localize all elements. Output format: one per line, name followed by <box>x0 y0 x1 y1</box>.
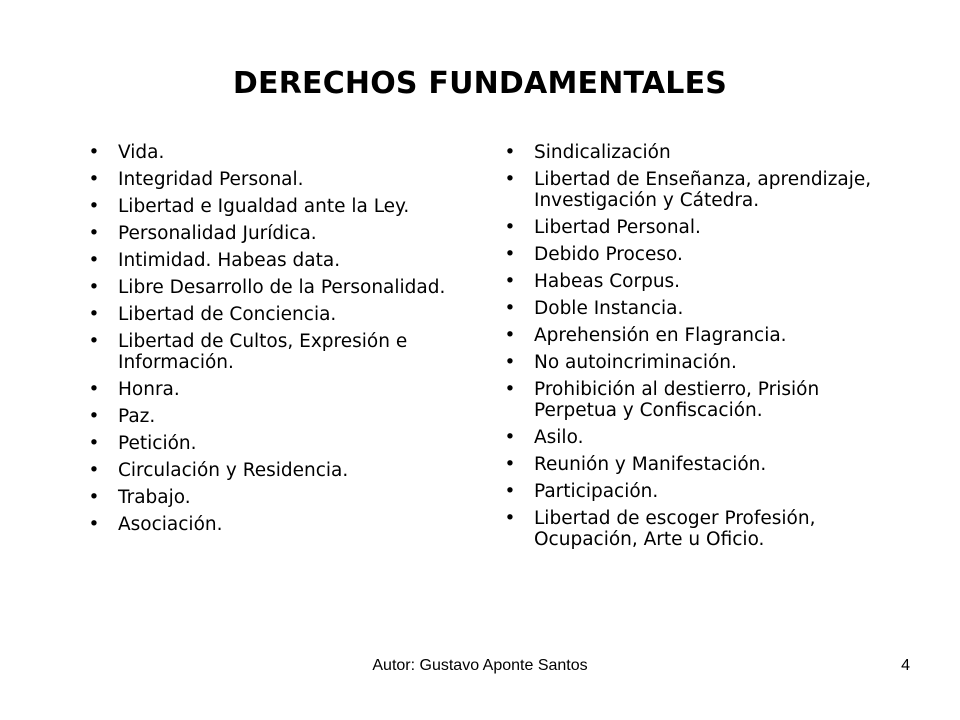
list-item <box>500 298 880 319</box>
list-item <box>84 433 476 454</box>
list-item-text: Reunión y Manifestación. <box>534 454 767 475</box>
list-item-text: Honra. <box>118 379 180 400</box>
list-item-text: Personalidad Jurídica. <box>118 223 317 244</box>
list-item-text: Prohibición al destierro, Prisión Perpetua y Confiscación. <box>534 379 820 421</box>
bullet-icon: • <box>88 142 100 163</box>
list-item <box>84 406 476 427</box>
list-item-text: No autoincriminación. <box>534 352 737 373</box>
right-bullet-list <box>500 142 880 556</box>
bullet-icon: • <box>504 217 516 238</box>
list-item <box>500 169 880 211</box>
list-item-text: Habeas Corpus. <box>534 271 681 292</box>
list-item-text: Debido Proceso. <box>534 244 683 265</box>
bullet-icon: • <box>504 454 516 475</box>
bullet-icon: • <box>504 244 516 265</box>
list-item-text: Libertad de Cultos, Expresión e Información. <box>118 331 408 373</box>
list-item <box>84 250 476 271</box>
list-item <box>84 331 476 373</box>
list-item <box>84 142 476 163</box>
list-item <box>500 454 880 475</box>
list-item <box>500 508 880 550</box>
list-item <box>500 352 880 373</box>
list-item-text: Asilo. <box>534 427 584 448</box>
list-item <box>500 325 880 346</box>
bullet-icon: • <box>88 406 100 427</box>
list-item-text: Libertad de Conciencia. <box>118 304 337 325</box>
list-item-text: Doble Instancia. <box>534 298 684 319</box>
bullet-icon: • <box>88 460 100 481</box>
list-item <box>84 277 476 298</box>
list-item <box>84 514 476 535</box>
bullet-icon: • <box>88 169 100 190</box>
list-item <box>84 169 476 190</box>
bullet-icon: • <box>88 196 100 217</box>
bullet-icon: • <box>504 427 516 448</box>
list-item-text: Circulación y Residencia. <box>118 460 349 481</box>
page-number: 4 <box>901 657 910 674</box>
list-item-text: Libertad de Enseñanza, aprendizaje, Investigación y Cátedra. <box>534 169 872 211</box>
list-item <box>84 487 476 508</box>
list-item <box>500 244 880 265</box>
list-item-text: Libre Desarrollo de la Personalidad. <box>118 277 446 298</box>
list-item <box>84 223 476 244</box>
bullet-icon: • <box>88 514 100 535</box>
list-item-text: Libertad e Igualdad ante la Ley. <box>118 196 410 217</box>
list-item-text: Vida. <box>118 142 165 163</box>
list-item-text: Paz. <box>118 406 156 427</box>
left-bullet-list <box>84 142 476 541</box>
list-item <box>84 196 476 217</box>
bullet-icon: • <box>88 277 100 298</box>
list-item-text: Trabajo. <box>118 487 191 508</box>
list-item <box>500 142 880 163</box>
list-item <box>84 379 476 400</box>
bullet-icon: • <box>88 304 100 325</box>
list-item-text: Integridad Personal. <box>118 169 304 190</box>
list-item <box>500 379 880 421</box>
bullet-icon: • <box>504 298 516 319</box>
bullet-icon: • <box>88 250 100 271</box>
list-item-text: Intimidad. Habeas data. <box>118 250 341 271</box>
footer-author: Autor: Gustavo Aponte Santos <box>372 657 588 674</box>
bullet-icon: • <box>504 169 516 190</box>
list-item <box>500 217 880 238</box>
list-item-text: Sindicalización <box>534 142 671 163</box>
list-item-text: Participación. <box>534 481 659 502</box>
bullet-icon: • <box>88 331 100 352</box>
bullet-icon: • <box>504 325 516 346</box>
list-item <box>500 271 880 292</box>
bullet-icon: • <box>504 379 516 400</box>
bullet-icon: • <box>88 223 100 244</box>
bullet-icon: • <box>88 379 100 400</box>
bullet-icon: • <box>504 508 516 529</box>
list-item <box>84 460 476 481</box>
list-item-text: Aprehensión en Flagrancia. <box>534 325 787 346</box>
list-item-text: Petición. <box>118 433 197 454</box>
list-item-text: Libertad de escoger Profesión, Ocupación, Arte u Oficio. <box>534 508 816 550</box>
bullet-icon: • <box>88 487 100 508</box>
bullet-icon: • <box>504 142 516 163</box>
bullet-icon: • <box>504 271 516 292</box>
bullet-icon: • <box>88 433 100 454</box>
list-item <box>500 481 880 502</box>
list-item-text: Asociación. <box>118 514 223 535</box>
list-item <box>500 427 880 448</box>
slide-title: DERECHOS FUNDAMENTALES <box>232 66 728 101</box>
bullet-icon: • <box>504 481 516 502</box>
list-item-text: Libertad Personal. <box>534 217 701 238</box>
list-item <box>84 304 476 325</box>
bullet-icon: • <box>504 352 516 373</box>
